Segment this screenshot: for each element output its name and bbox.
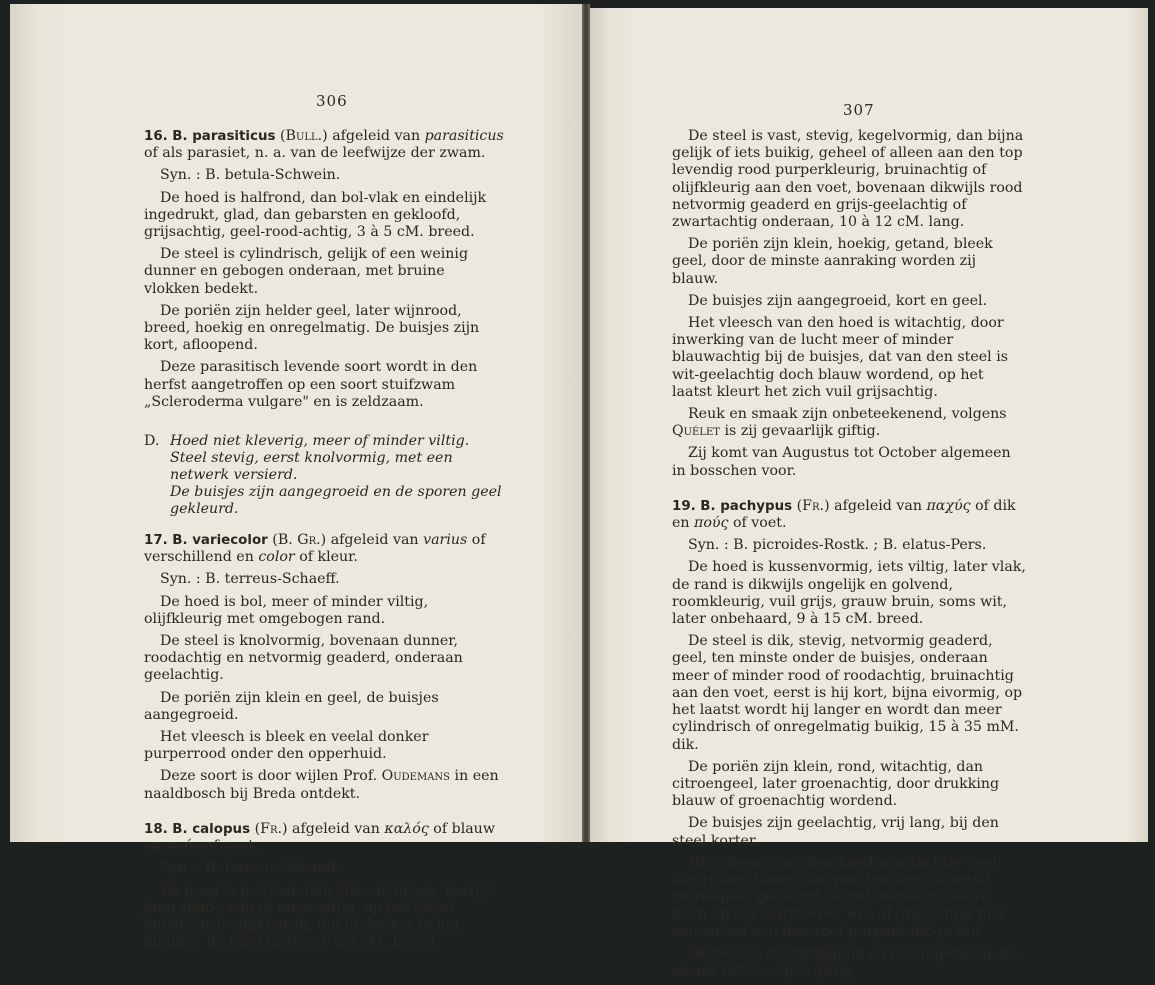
species-19-paren: ( [792, 497, 803, 514]
species-18-para: De buisjes zijn aangegroeid, kort en geel. [688, 292, 988, 309]
species-18-paren: ( [250, 820, 261, 837]
species-16-authority: Bull. [285, 128, 323, 144]
species-16-syn: Syn. : B. betula-Schwein. [160, 167, 341, 184]
right-page-number: 307 [843, 101, 875, 119]
species-19-number: 19. [672, 498, 696, 514]
species-19-derivation: ) afgeleid van [824, 497, 927, 514]
species-18-derivation: ) afgeleid van [282, 820, 385, 837]
species-18-para: De hoed is bolrond, dan kussenvormig, berijpt, jong zijnde min of meer viltig, op het laatst onbehaard, olijfkleurig, dof of donker in het midden, de rand lichter, 6 à 9 cM. breed. [144, 882, 498, 951]
key-section-d [144, 433, 504, 518]
book-gutter [582, 4, 590, 842]
species-18-para: Het vleesch van den hoed is witachtig, door inwerking van de lucht meer of minder blauwachtig bij de buisjes, dat van den steel is wit-geelachtig doch blauw wordend, op het laatst kleurt het zich vuil grijsachtig. [672, 315, 1009, 400]
species-16-para: De steel is cylindrisch, gelijk of een weinig dunner en gebogen onderaan, met bruine vlokken bedekt. [144, 246, 469, 297]
species-18-authority: Fr. [260, 820, 282, 837]
species-18-smell [672, 406, 1026, 440]
species-17-authority: Gr. [297, 532, 321, 549]
species-19-heading [672, 498, 1026, 532]
species-16-heading [144, 128, 504, 162]
species-19-para: De buisjes zijn geelachtig, vrij lang, bij den steel korter. [672, 815, 999, 849]
species-18-etym-mid: of blauw en [144, 820, 495, 855]
key-line: Steel stevig, eerst knolvormig, met een netwerk versierd. [170, 450, 453, 484]
species-18-smell-pre: Reuk en smaak zijn onbeteekenend, volgens [688, 406, 1007, 423]
species-19-para: De reuk is doordringend en onaangenaam, de smaak bitter ; zij is giftig. [672, 945, 1018, 979]
species-19-para: De hoed is kussenvormig, iets viltig, later vlak, de rand is dikwijls ongelijk en golvend, roomkleurig, vuil grijs, grauw bruin, soms wit, later onbehaard, 9 à 15 cM. breed. [672, 559, 1026, 628]
species-17-para: Het vleesch is bleek en veelal donker purperrood onder den opperhuid. [144, 729, 429, 763]
species-16-para: De poriën zijn helder geel, later wijnrood, breed, hoekig en onregelmatig. De buisjes zijn kort, afloopend. [144, 302, 480, 354]
species-16-paren: ( [275, 128, 286, 144]
left-page-text [144, 128, 504, 956]
species-17-name: B. variecolor [172, 533, 268, 549]
species-17-etym: varius [423, 532, 468, 549]
species-16-etym: parasiticus [424, 128, 504, 144]
species-16-para: Deze parasitisch levende soort wordt in den herfst aangetroffen op een soort stuifzwam „Scleroderma vulgare" en is zeldzaam. [144, 359, 478, 410]
species-17-discovery-post: in een naaldbosch bij Breda ontdekt. [144, 768, 499, 802]
species-17-etym-mid: of verschillend en [144, 532, 486, 566]
species-17-discoverer: Oudemans [381, 768, 451, 785]
species-19-syn: Syn. : B. picroides-Rostk. ; B. elatus-Pers. [688, 537, 987, 554]
species-18-authority-quelet: Quélet [672, 423, 720, 440]
left-page-number: 306 [316, 92, 348, 110]
species-18-greek1: καλός [384, 820, 429, 837]
species-18-greek2: πούς [166, 838, 201, 855]
species-17-heading [144, 532, 504, 566]
key-label: D. [144, 433, 160, 450]
species-19-greek2: πούς [694, 515, 729, 532]
species-17-etym2: color [258, 549, 295, 566]
species-18-smell-post: is zij gevaarlijk giftig. [719, 423, 881, 440]
species-19-para: Het vleesch van den hoed is witachtig-geel, kleurt snel blauw, dat van den steel is veelal zwavelgeel gekleurd, wordt eveneens blauw, doch op het laatst weer wit- of grijsachtig met een vooral aan den voet purperachtige tint. [672, 854, 1005, 940]
species-17-number: 17. [144, 533, 168, 549]
species-19-etym-mid: of dik en [672, 497, 1016, 532]
species-17-para: De hoed is bol, meer of minder viltig, olijfkleurig met omgebogen rand. [144, 593, 429, 627]
right-page-text [672, 128, 1026, 985]
species-18-heading [144, 821, 504, 855]
species-17-syn: Syn. : B. terreus-Schaeff. [160, 571, 340, 588]
species-19-para: De poriën zijn klein, rond, witachtig, dan citroengeel, later groenachtig, door drukking blauw of groenachtig wordend. [672, 758, 1000, 810]
species-17-discovery [144, 768, 504, 802]
species-18-number: 18. [144, 821, 168, 837]
species-19-greek1: παχύς [926, 497, 971, 514]
species-16-etym-rest: of als parasiet, n. a. van de leefwijze der zwam. [144, 145, 486, 162]
species-19-name: B. pachypus [700, 498, 793, 514]
species-19-authority: Fr. [802, 497, 825, 514]
species-18-para: De steel is vast, stevig, kegelvormig, dan bijna gelijk of iets buikig, geheel of alleen aan den top levendig rood purperkleurig, bruinachtig of olijfkleurig aan den voet, bovenaan dikwijls rood netvormig geaderd en grijs-geelachtig of zwartachtig onderaan, 10 à 12 cM. lang. [672, 128, 1024, 231]
species-17-para: De steel is knolvormig, bovenaan dunner, roodachtig en netvormig geaderd, onderaan geelachtig. [144, 633, 463, 684]
species-17-para: De poriën zijn klein en geel, de buisjes aangegroeid. [144, 689, 439, 723]
species-17-derivation: ) afgeleid van [320, 532, 424, 549]
species-16-derivation: ) afgeleid van [322, 128, 425, 144]
species-18-name: B. calopus [172, 821, 251, 837]
species-18-para: De poriën zijn klein, hoekig, getand, bleek geel, door de minste aanraking worden zij blauw. [672, 236, 993, 287]
key-line: De buisjes zijn aangegroeid en de sporen geel gekleurd. [170, 484, 502, 518]
species-19-etym-rest: of voet. [728, 515, 787, 532]
species-18-etym-rest: of voet. [200, 838, 259, 855]
species-16-para: De hoed is halfrond, dan bol-vlak en eindelijk ingedrukt, glad, dan gebarsten en gekloofd, grijsachtig, geel-rood-achtig, 3 à 5 cM. breed. [144, 189, 487, 241]
species-16-name: B. parasiticus [172, 129, 276, 144]
species-18-syn: Syn. : B. terreus-Schaeff. [160, 860, 340, 877]
key-line: Hoed niet kleverig, meer of minder viltig. [170, 433, 470, 450]
species-18-season: Zij komt van Augustus tot October algemeen in bosschen voor. [672, 445, 1011, 479]
species-17-etym-rest: of kleur. [294, 549, 358, 566]
species-19-para: De steel is dik, stevig, netvormig geaderd, geel, ten minste onder de buisjes, onderaan meer of minder rood of roodachtig, bruinachtig aan den voet, eerst is hij kort, bijna eivormig, op het laatst wordt hij langer en wordt dan meer cylindrisch of onregelmatig buikig, 15 à 35 mM. dik. [672, 633, 1023, 753]
species-17-paren: (B. [267, 532, 298, 549]
species-16-number: 16. [144, 129, 168, 144]
species-17-discovery-pre: Deze soort is door wijlen Prof. [160, 768, 382, 785]
